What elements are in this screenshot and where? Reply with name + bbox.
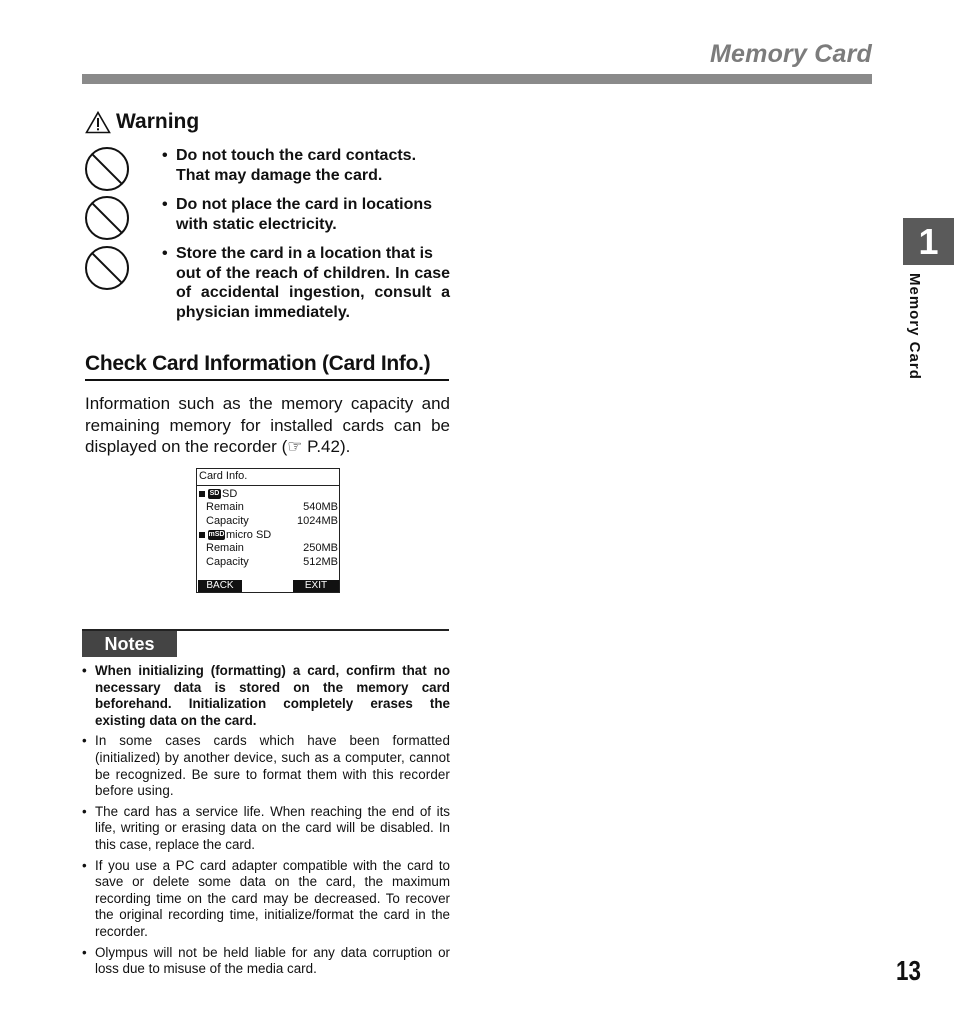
capacity-label: Capacity — [206, 556, 249, 568]
note-item: • When initializing (formatting) a card, confirm that no necessary data is stored on the memory card beforehand. Initialization completely erases the existing data on the card. — [82, 663, 450, 728]
remain-label: Remain — [206, 542, 244, 554]
screen-divider — [197, 485, 339, 486]
notes-list — [82, 663, 450, 982]
warning-item: • Do not touch the card contacts. That may damage the card. — [162, 146, 450, 185]
sd-label: SD — [222, 488, 238, 500]
sd-card-icon: SD — [209, 490, 220, 497]
warning-item-text: Do not touch the card contacts. — [176, 147, 417, 164]
note-text: The card has a service life. When reaching the end of its life, writing or erasing data on the card will be disabled. In this case, replace the card. — [95, 803, 450, 852]
page-number: 13 — [896, 955, 921, 986]
warning-item: • Do not place the card in locations with static electricity. — [162, 195, 450, 234]
micro-sd-label: micro SD — [226, 529, 272, 541]
warning-item-text: Store the card in a location that is — [176, 245, 433, 262]
note-item: • Olympus will not be held liable for any data corruption or loss due to misuse of the media card. — [82, 944, 450, 977]
card-info-screen — [196, 468, 340, 593]
header-bar — [82, 74, 872, 84]
note-item: • In some cases cards which have been formatted (initialized) by another device, such as a computer, cannot be recognized. Be sure to format them with this recorder before using. — [82, 733, 450, 799]
note-item: • The card has a service life. When reaching the end of its life, writing or erasing data on the card will be disabled. In this case, replace the card. — [82, 803, 450, 852]
intro-paragraph: Information such as the memory capacity and remaining memory for installed cards can be displayed on the recorder (☞ P.42). — [85, 394, 450, 456]
prohibition-icon — [84, 195, 130, 241]
section-title: Check Card Information (Card Info.) — [85, 352, 431, 375]
warning-triangle-icon — [85, 111, 111, 134]
note-text: When initializing (formatting) a card, confirm that no necessary data is stored on the memory card beforehand. Initialization completely erases the existing data on the card. — [95, 663, 450, 728]
selection-marker — [199, 491, 205, 497]
prohibition-icon — [84, 245, 130, 291]
chapter-side-label: Memory Card — [906, 273, 923, 380]
prohibition-icon — [84, 146, 130, 192]
warning-item-text: out of the reach of children. In case of accidental ingestion, consult a physician immediately. — [176, 264, 450, 321]
warning-item-text: with static electricity. — [176, 215, 337, 233]
sd-card-row — [197, 488, 339, 502]
notes-heading: Notes — [82, 631, 177, 657]
note-text: In some cases cards which have been formatted (initialized) by another device, such as a computer, cannot be recognized. Be sure to format them with this recorder before using. — [95, 733, 450, 799]
remain-value: 540MB — [303, 501, 338, 513]
chapter-number-tab: 1 — [903, 218, 954, 265]
screen-title: Card Info. — [199, 470, 248, 482]
micro-sd-card-row — [197, 529, 339, 543]
warning-heading — [85, 110, 199, 134]
back-button: BACK — [198, 580, 242, 592]
note-text: If you use a PC card adapter compatible with the card to save or delete some data on the card, the maximum recording time on the card may be decreased. To recover the original recording time, initialize/format the card in the recorder. — [95, 857, 450, 939]
section-underline — [85, 379, 449, 381]
note-item: • If you use a PC card adapter compatible with the card to save or delete some data on the card, the maximum recording time on the card may be decreased. To recover the original recording time, initialize/format the card in the recorder. — [82, 857, 450, 939]
capacity-value: 1024MB — [297, 515, 338, 527]
warning-title: Warning — [116, 110, 200, 133]
note-text: Olympus will not be held liable for any data corruption or loss due to misuse of the media card. — [95, 944, 450, 977]
warning-item: • Store the card in a location that is out of the reach of children. In case of accidental ingestion, consult a physician immediately. — [162, 245, 450, 321]
remain-label: Remain — [206, 501, 244, 513]
capacity-label: Capacity — [206, 515, 249, 527]
exit-button: EXIT — [293, 580, 339, 592]
capacity-value: 512MB — [303, 556, 338, 568]
micro-sd-card-icon: mSD — [208, 531, 225, 538]
remain-value: 250MB — [303, 542, 338, 554]
warning-item-text: That may damage the card. — [176, 166, 383, 184]
warning-item-text: Do not place the card in locations — [176, 196, 433, 213]
selection-marker — [199, 532, 205, 538]
page-header-title: Memory Card — [710, 40, 872, 68]
